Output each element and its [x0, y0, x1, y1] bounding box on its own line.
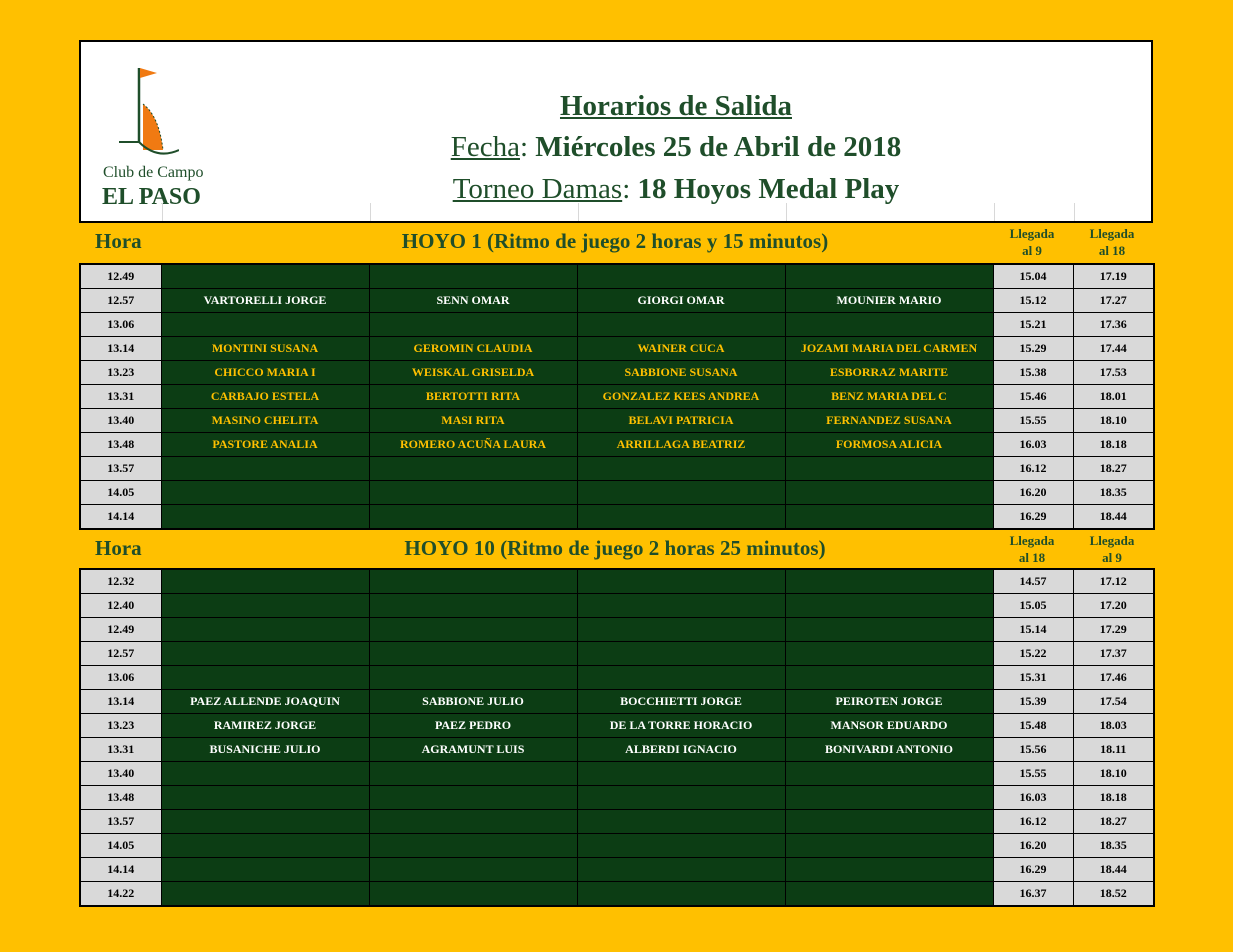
- player-cell: SABBIONE JULIO: [369, 690, 577, 714]
- tee-time-cell: 14.14: [80, 858, 161, 882]
- date-line: Fecha: Miércoles 25 de Abril de 2018: [450, 131, 902, 163]
- player-cell: ALBERDI IGNACIO: [577, 738, 785, 762]
- arrival-b-cell: 18.52: [1073, 882, 1154, 907]
- date-value: Miércoles 25 de Abril de 2018: [535, 131, 902, 163]
- table-row: [80, 337, 1154, 361]
- tee-time-cell: 13.14: [80, 337, 161, 361]
- arrival-b-cell: 18.27: [1073, 457, 1154, 481]
- section2-arrival-b-line2: al 9: [1102, 550, 1122, 565]
- player-cell: [369, 264, 577, 289]
- table-row: [80, 289, 1154, 313]
- arrival-b-cell: 18.27: [1073, 810, 1154, 834]
- player-cell: [161, 882, 369, 907]
- player-cell: [161, 618, 369, 642]
- player-cell: JOZAMI MARIA DEL CARMEN: [785, 337, 993, 361]
- player-cell: [161, 834, 369, 858]
- player-cell: [161, 481, 369, 505]
- arrival-b-cell: 17.54: [1073, 690, 1154, 714]
- arrival-b-cell: 18.44: [1073, 505, 1154, 530]
- player-cell: [369, 858, 577, 882]
- player-cell: [577, 481, 785, 505]
- tee-time-cell: 13.31: [80, 738, 161, 762]
- player-cell: [161, 666, 369, 690]
- arrival-b-cell: 18.18: [1073, 433, 1154, 457]
- player-cell: [785, 786, 993, 810]
- grid-divider: [162, 203, 163, 221]
- player-cell: [577, 642, 785, 666]
- tee-time-cell: 13.40: [80, 762, 161, 786]
- player-cell: [577, 810, 785, 834]
- player-cell: SENN OMAR: [369, 289, 577, 313]
- table-row: [80, 594, 1154, 618]
- section1-hora-label: Hora: [95, 229, 142, 253]
- arrival-a-cell: 16.20: [993, 481, 1073, 505]
- player-cell: FORMOSA ALICIA: [785, 433, 993, 457]
- tee-time-cell: 12.49: [80, 618, 161, 642]
- table-row: [80, 481, 1154, 505]
- player-cell: GIORGI OMAR: [577, 289, 785, 313]
- arrival-b-cell: 17.20: [1073, 594, 1154, 618]
- player-cell: [785, 457, 993, 481]
- arrival-a-cell: 15.22: [993, 642, 1073, 666]
- tee-time-cell: 12.57: [80, 289, 161, 313]
- section1-title: HOYO 1 (Ritmo de juego 2 horas y 15 minutos): [401, 229, 829, 253]
- flag-sail-icon: [99, 64, 179, 164]
- player-cell: [369, 642, 577, 666]
- section2-header: [79, 530, 1153, 568]
- player-cell: BELAVI PATRICIA: [577, 409, 785, 433]
- header-titles: [241, 86, 1111, 210]
- arrival-b-cell: 17.53: [1073, 361, 1154, 385]
- player-cell: [161, 786, 369, 810]
- arrival-a-cell: 15.31: [993, 666, 1073, 690]
- tee-time-cell: 13.06: [80, 666, 161, 690]
- tee-time-cell: 12.40: [80, 594, 161, 618]
- tournament-line: Torneo Damas: 18 Hoyos Medal Play: [452, 173, 900, 205]
- player-cell: BENZ MARIA DEL C: [785, 385, 993, 409]
- tee-time-cell: 12.32: [80, 569, 161, 594]
- arrival-a-cell: 16.03: [993, 786, 1073, 810]
- player-cell: [369, 618, 577, 642]
- player-cell: [785, 642, 993, 666]
- player-cell: [577, 505, 785, 530]
- player-cell: [785, 264, 993, 289]
- player-cell: PAEZ ALLENDE JOAQUIN: [161, 690, 369, 714]
- player-cell: PASTORE ANALIA: [161, 433, 369, 457]
- player-cell: [161, 264, 369, 289]
- tee-time-cell: 13.23: [80, 361, 161, 385]
- table-row: [80, 810, 1154, 834]
- player-cell: [369, 481, 577, 505]
- player-cell: [577, 834, 785, 858]
- player-cell: [577, 858, 785, 882]
- player-cell: WAINER CUCA: [577, 337, 785, 361]
- table-row: [80, 569, 1154, 594]
- arrival-a-cell: 16.12: [993, 810, 1073, 834]
- page-title: Horarios de Salida: [559, 90, 792, 122]
- arrival-b-cell: 17.12: [1073, 569, 1154, 594]
- arrival-a-cell: 15.14: [993, 618, 1073, 642]
- section1-arrival-b-header: [1072, 225, 1152, 259]
- arrival-a-cell: 15.56: [993, 738, 1073, 762]
- arrival-a-cell: 15.29: [993, 337, 1073, 361]
- arrival-b-cell: 18.11: [1073, 738, 1154, 762]
- section1-arrival-a-header: [992, 225, 1072, 259]
- player-cell: [577, 762, 785, 786]
- player-cell: PAEZ PEDRO: [369, 714, 577, 738]
- tee-times-sheet: [79, 40, 1153, 907]
- player-cell: [369, 786, 577, 810]
- arrival-a-cell: 15.46: [993, 385, 1073, 409]
- table-row: [80, 834, 1154, 858]
- player-cell: [161, 457, 369, 481]
- section1-table: [79, 263, 1155, 530]
- player-cell: [785, 594, 993, 618]
- tee-time-cell: 13.31: [80, 385, 161, 409]
- arrival-a-cell: 15.48: [993, 714, 1073, 738]
- grid-divider: [370, 203, 371, 221]
- player-cell: GEROMIN CLAUDIA: [369, 337, 577, 361]
- arrival-a-cell: 15.21: [993, 313, 1073, 337]
- player-cell: [161, 858, 369, 882]
- arrival-b-cell: 18.18: [1073, 786, 1154, 810]
- section2-arrival-a-header: [992, 532, 1072, 566]
- arrival-a-cell: 16.29: [993, 505, 1073, 530]
- player-cell: [785, 569, 993, 594]
- player-cell: [577, 882, 785, 907]
- player-cell: RAMIREZ JORGE: [161, 714, 369, 738]
- player-cell: [577, 618, 785, 642]
- section2-arrival-b-header: [1072, 532, 1152, 566]
- player-cell: [785, 762, 993, 786]
- player-cell: BUSANICHE JULIO: [161, 738, 369, 762]
- player-cell: [577, 594, 785, 618]
- arrival-b-cell: 17.37: [1073, 642, 1154, 666]
- table-row: [80, 457, 1154, 481]
- arrival-b-cell: 17.29: [1073, 618, 1154, 642]
- player-cell: WEISKAL GRISELDA: [369, 361, 577, 385]
- table-row: [80, 313, 1154, 337]
- arrival-a-cell: 15.39: [993, 690, 1073, 714]
- arrival-b-cell: 18.35: [1073, 834, 1154, 858]
- arrival-b-cell: 18.35: [1073, 481, 1154, 505]
- player-cell: [785, 481, 993, 505]
- section1-arrival-b-line1: Llegada: [1089, 226, 1135, 241]
- player-cell: VARTORELLI JORGE: [161, 289, 369, 313]
- table-row: [80, 642, 1154, 666]
- player-cell: ARRILLAGA BEATRIZ: [577, 433, 785, 457]
- player-cell: [161, 642, 369, 666]
- player-cell: [161, 762, 369, 786]
- player-cell: [785, 882, 993, 907]
- table-row: [80, 433, 1154, 457]
- player-cell: [369, 594, 577, 618]
- player-cell: MASINO CHELITA: [161, 409, 369, 433]
- player-cell: ESBORRAZ MARITE: [785, 361, 993, 385]
- tee-time-cell: 13.48: [80, 433, 161, 457]
- player-cell: [369, 882, 577, 907]
- section2-table: [79, 568, 1155, 907]
- table-row: [80, 858, 1154, 882]
- table-row: [80, 762, 1154, 786]
- player-cell: MASI RITA: [369, 409, 577, 433]
- player-cell: [369, 569, 577, 594]
- club-logo: [99, 64, 239, 214]
- section2-title: HOYO 10 (Ritmo de juego 2 horas 25 minutos): [404, 536, 826, 560]
- player-cell: BONIVARDI ANTONIO: [785, 738, 993, 762]
- section1-arrival-a-line2: al 9: [1022, 243, 1042, 258]
- arrival-a-cell: 15.12: [993, 289, 1073, 313]
- player-cell: [161, 810, 369, 834]
- player-cell: [785, 810, 993, 834]
- player-cell: SABBIONE SUSANA: [577, 361, 785, 385]
- player-cell: CHICCO MARIA I: [161, 361, 369, 385]
- player-cell: [577, 569, 785, 594]
- grid-divider: [786, 203, 787, 221]
- tee-time-cell: 13.57: [80, 810, 161, 834]
- table-row: [80, 882, 1154, 907]
- section1-arrival-b-line2: al 18: [1098, 243, 1126, 258]
- player-cell: MOUNIER MARIO: [785, 289, 993, 313]
- player-cell: [161, 313, 369, 337]
- player-cell: AGRAMUNT LUIS: [369, 738, 577, 762]
- player-cell: [369, 313, 577, 337]
- player-cell: [785, 618, 993, 642]
- tournament-label: Torneo Damas: [452, 173, 623, 205]
- arrival-a-cell: 16.20: [993, 834, 1073, 858]
- section1-arrival-a-line1: Llegada: [1009, 226, 1055, 241]
- table-row: [80, 666, 1154, 690]
- tee-time-cell: 13.06: [80, 313, 161, 337]
- player-cell: [577, 786, 785, 810]
- player-cell: [369, 834, 577, 858]
- arrival-b-cell: 17.27: [1073, 289, 1154, 313]
- arrival-a-cell: 16.37: [993, 882, 1073, 907]
- player-cell: [785, 313, 993, 337]
- player-cell: [161, 569, 369, 594]
- player-cell: [577, 457, 785, 481]
- tee-time-cell: 12.57: [80, 642, 161, 666]
- tee-time-cell: 13.57: [80, 457, 161, 481]
- table-row: [80, 786, 1154, 810]
- tee-time-cell: 14.22: [80, 882, 161, 907]
- player-cell: [369, 666, 577, 690]
- table-row: [80, 738, 1154, 762]
- logo-club-text: Club de Campo: [103, 164, 204, 181]
- table-row: [80, 385, 1154, 409]
- section2-hora-label: Hora: [95, 536, 142, 560]
- arrival-a-cell: 14.57: [993, 569, 1073, 594]
- arrival-b-cell: 17.44: [1073, 337, 1154, 361]
- arrival-a-cell: 15.04: [993, 264, 1073, 289]
- player-cell: [369, 810, 577, 834]
- player-cell: [785, 858, 993, 882]
- table-row: [80, 409, 1154, 433]
- arrival-b-cell: 18.44: [1073, 858, 1154, 882]
- date-label: Fecha: [450, 131, 520, 163]
- player-cell: [369, 505, 577, 530]
- grid-divider: [994, 203, 995, 221]
- arrival-b-cell: 17.19: [1073, 264, 1154, 289]
- header-box: [79, 40, 1153, 223]
- logo-name-text: EL PASO: [102, 184, 201, 210]
- player-cell: CARBAJO ESTELA: [161, 385, 369, 409]
- arrival-a-cell: 15.38: [993, 361, 1073, 385]
- player-cell: [785, 834, 993, 858]
- tee-time-cell: 13.14: [80, 690, 161, 714]
- arrival-b-cell: 18.10: [1073, 409, 1154, 433]
- arrival-a-cell: 15.05: [993, 594, 1073, 618]
- tee-time-cell: 14.05: [80, 834, 161, 858]
- player-cell: BERTOTTI RITA: [369, 385, 577, 409]
- player-cell: [577, 666, 785, 690]
- section1-header: [79, 223, 1153, 263]
- arrival-a-cell: 16.03: [993, 433, 1073, 457]
- grid-divider: [1074, 203, 1075, 221]
- arrival-b-cell: 18.01: [1073, 385, 1154, 409]
- tee-time-cell: 14.05: [80, 481, 161, 505]
- section2-arrival-a-line1: Llegada: [1009, 533, 1055, 548]
- player-cell: [577, 264, 785, 289]
- arrival-a-cell: 15.55: [993, 409, 1073, 433]
- section2-arrival-a-line2: al 18: [1018, 550, 1046, 565]
- tee-time-cell: 12.49: [80, 264, 161, 289]
- table-row: [80, 618, 1154, 642]
- arrival-b-cell: 18.10: [1073, 762, 1154, 786]
- arrival-a-cell: 16.29: [993, 858, 1073, 882]
- arrival-a-cell: 16.12: [993, 457, 1073, 481]
- arrival-b-cell: 18.03: [1073, 714, 1154, 738]
- player-cell: MONTINI SUSANA: [161, 337, 369, 361]
- tee-time-cell: 13.40: [80, 409, 161, 433]
- table-row: [80, 714, 1154, 738]
- player-cell: DE LA TORRE HORACIO: [577, 714, 785, 738]
- arrival-b-cell: 17.36: [1073, 313, 1154, 337]
- table-row: [80, 690, 1154, 714]
- player-cell: ROMERO ACUÑA LAURA: [369, 433, 577, 457]
- table-row: [80, 361, 1154, 385]
- section2-arrival-b-line1: Llegada: [1089, 533, 1135, 548]
- grid-divider: [578, 203, 579, 221]
- player-cell: PEIROTEN JORGE: [785, 690, 993, 714]
- arrival-a-cell: 15.55: [993, 762, 1073, 786]
- player-cell: [785, 666, 993, 690]
- player-cell: FERNANDEZ SUSANA: [785, 409, 993, 433]
- arrival-b-cell: 17.46: [1073, 666, 1154, 690]
- tee-time-cell: 13.48: [80, 786, 161, 810]
- player-cell: [161, 505, 369, 530]
- player-cell: BOCCHIETTI JORGE: [577, 690, 785, 714]
- player-cell: GONZALEZ KEES ANDREA: [577, 385, 785, 409]
- table-row: [80, 505, 1154, 530]
- player-cell: [161, 594, 369, 618]
- player-cell: [369, 457, 577, 481]
- tournament-value: 18 Hoyos Medal Play: [637, 173, 900, 205]
- tee-time-cell: 13.23: [80, 714, 161, 738]
- player-cell: MANSOR EDUARDO: [785, 714, 993, 738]
- table-row: [80, 264, 1154, 289]
- tee-time-cell: 14.14: [80, 505, 161, 530]
- player-cell: [369, 762, 577, 786]
- player-cell: [577, 313, 785, 337]
- player-cell: [785, 505, 993, 530]
